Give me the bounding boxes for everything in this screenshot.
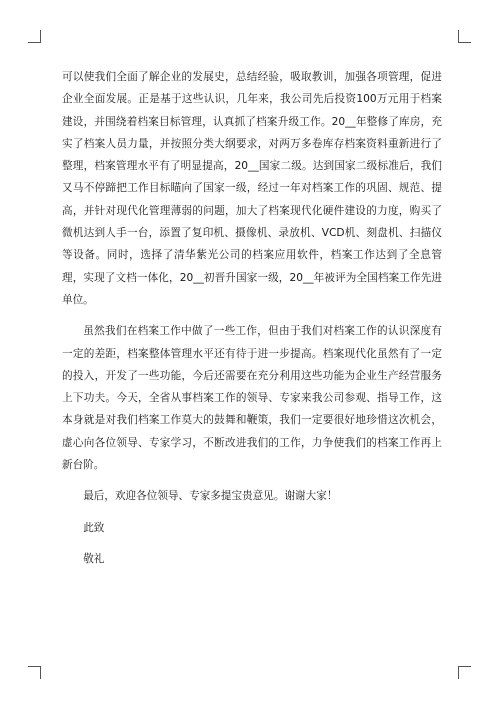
document-body	[62, 66, 442, 570]
closing-salutation: 此致	[83, 521, 105, 534]
paragraph-thanks: 最后，欢迎各位领导、专家多提宝贵意见。谢谢大家！	[83, 490, 338, 503]
closing-regards: 敬礼	[83, 552, 105, 565]
crop-mark-top-right	[458, 30, 471, 43]
crop-mark-bottom-right	[458, 666, 471, 679]
crop-mark-top-left	[28, 30, 41, 43]
paragraph-shortcomings: 虽然我们在档案工作中做了一些工作，但由于我们对档案工作的认识深度有一定的差距，档案整体管理水平还有待于进一步提高。档案现代化虽然有了一定的投入，开发了一些功能，今后还需要在充分利用这些功能为企业生产经营服务上下功夫。今天，全省从事档案工作的领导、专家来我公司参观、指导工作，这本身就是对我们档案工作莫大的鼓舞和鞭策，我们一定要很好地珍惜这次机会，虚心向各位领导、专家学习，不断改进我们的工作，力争使我们的档案工作再上新台阶。	[62, 325, 442, 472]
paragraph-archive-history: 可以使我们全面了解企业的发展史，总结经验，吸取教训，加强各项管理，促进企业全面发展。正是基于这些认识，几年来，我公司先后投资100万元用于档案建设，并围绕着档案目标管理，认真抓了档案升级工作。20__年整修了库房，充实了档案人员力量，并按照分类大纲要求，对两万多卷库存档案资料重新进行了整理，档案管理水平有了明显提高，20__国家二级。达到国家二级标准后，我们又马不停蹄把工作目标瞄向了国家一级，经过一年对档案工作的巩固、规范、提高，并针对现代化管理薄弱的问题，加大了档案现代化硬件建设的力度，购买了微机达到人手一台，添置了复印机、摄像机、录放机、VCD机、刻盘机、扫描仪等设备。同时，选择了清华紫光公司的档案应用软件，档案工作达到了全息管理，实现了文档一体化，20__初晋升国家一级，20__年被评为全国档案工作先进单位。	[62, 71, 442, 306]
crop-mark-bottom-left	[28, 666, 41, 679]
